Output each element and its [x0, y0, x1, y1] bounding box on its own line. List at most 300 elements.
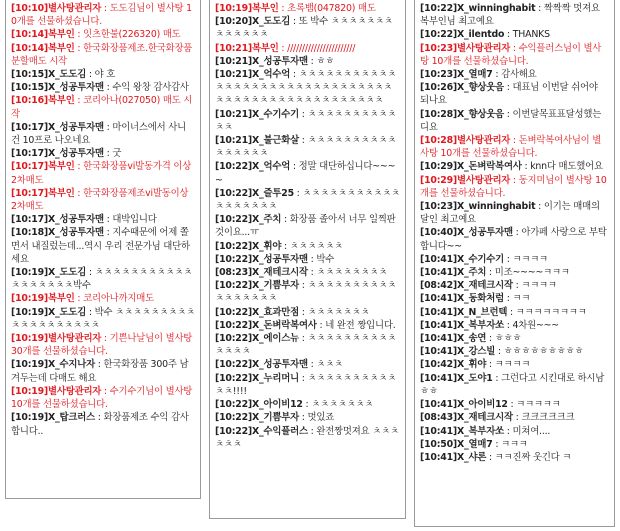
chat-message-user: X_성공투자맨: [48, 148, 104, 160]
chat-message-sender: [215, 373, 299, 384]
chat-message-user: X_탑크러스: [48, 412, 95, 424]
chat-message-system: [215, 42, 400, 55]
chat-message-user: X_불근화살: [252, 135, 299, 147]
chat-message: [420, 398, 609, 411]
chat-message-time: [10:41]: [420, 346, 458, 358]
chat-message-text: : THANKS: [504, 29, 550, 41]
chat-message-system: [11, 187, 195, 213]
chat-message-sender: [11, 161, 75, 172]
chat-message-sender: [420, 227, 513, 238]
chat-message: [420, 200, 609, 226]
chat-message: [420, 319, 609, 332]
chat-message: [420, 306, 609, 319]
chat-message: [420, 425, 609, 438]
chat-message-sender: [11, 333, 101, 344]
chat-message-text: : ㅊㅊㅊㅊㅊㅊㅊㅊㅊㅊㅊㅊㅊㅊ: [215, 333, 397, 358]
chat-message-text: : ㅋㅋㅋ: [492, 438, 528, 450]
chat-message-user: X_재테크시작: [457, 280, 513, 292]
chat-message-sender: [215, 16, 290, 27]
chat-message: [215, 411, 400, 424]
chat-message-user: X_도도김: [48, 267, 87, 279]
chat-message-text: : ㅋㅋㅋㅋㅋㅋㅋㅋ: [507, 306, 587, 318]
chat-message-user: X_동화처럼: [457, 293, 504, 305]
chat-message-time: [10:17]: [11, 121, 49, 133]
chat-message-sender: [215, 241, 281, 252]
chat-message: [420, 160, 609, 173]
chat-message: [215, 279, 400, 305]
chat-message-time: [10:22]: [215, 359, 253, 371]
chat-message: [215, 108, 400, 134]
chat-message-text: : ㅊㅊㅊ: [307, 359, 343, 371]
chat-message-text: : 지수때문에 어제 쫄면서 내질렀는데...역시 우리 전문가님 대단하세요: [11, 227, 190, 265]
chat-message-time: [10:41]: [420, 451, 458, 463]
chat-message-user: X_아이비12: [252, 399, 303, 411]
chat-message-user: X_열매7: [457, 69, 493, 81]
chat-message-user: X_강스빌: [457, 346, 496, 358]
chat-message-sender: [420, 43, 510, 54]
chat-message-text: : 마이너스에서 사니 건 10프로 나오네요: [11, 121, 186, 147]
chat-message-user: 복부인: [48, 95, 75, 107]
chat-message-time: [10:14]: [11, 29, 49, 41]
chat-message-user: X_N_브런텍: [457, 306, 508, 318]
chat-message-user: X_도도김: [252, 16, 291, 28]
chat-message: [420, 358, 609, 371]
chat-message-user: X_수익플러스: [252, 425, 308, 437]
chat-message-user: X_도도김: [48, 306, 87, 318]
chat-message: [420, 279, 609, 292]
chat-message-sender: [420, 109, 504, 120]
chat-message-user: X_수기수기: [457, 253, 504, 265]
chat-message-sender: [420, 267, 486, 278]
chat-message-time: [10:22]: [215, 187, 253, 199]
chat-message-user: 복부인: [48, 161, 75, 173]
chat-message-sender: [215, 280, 299, 291]
chat-message-text: : 이기는 매매의 달인 최고예요: [420, 201, 600, 226]
chat-message: [215, 68, 400, 108]
chat-message-sender: [420, 426, 504, 437]
chat-message-time: [10:22]: [420, 3, 458, 14]
chat-message-time: [10:50]: [420, 438, 458, 450]
chat-message-time: [10:10]: [11, 3, 49, 14]
chat-message-sender: [215, 333, 299, 344]
chat-message-user: 복부인: [252, 3, 279, 14]
chat-message-user: X_기쁨부자: [252, 412, 299, 424]
chat-message-user: X_열매7: [457, 438, 493, 450]
chat-message: [215, 253, 400, 266]
chat-message-sender: [11, 82, 104, 93]
chat-message-user: 별사탕관리자: [457, 135, 511, 147]
chat-message-sender: [215, 135, 299, 146]
chat-message-sender: [420, 201, 535, 212]
chat-message-time: [10:21]: [215, 69, 253, 81]
chat-message-time: [10:17]: [11, 187, 49, 199]
chat-message-user: X_돈벼락복여사: [252, 319, 317, 331]
chat-message-sender: [420, 175, 510, 186]
chat-message-time: [10:16]: [11, 95, 49, 107]
chat-message-text: : 화장품제조 수익 감사합니다..: [11, 412, 189, 437]
chat-message: [420, 108, 609, 134]
chat-message-system: [11, 160, 195, 186]
chat-message-sender: [11, 43, 75, 54]
chat-message-time: [10:42]: [420, 359, 458, 371]
chat-message: [11, 411, 195, 437]
chat-message: [420, 68, 609, 81]
chat-message-user: X_향상웃음: [457, 82, 504, 94]
chat-message-text: : 한국화장품 300주 남겨두는데 다매도 해요: [11, 359, 189, 384]
chat-message-text: : 굿: [103, 148, 122, 160]
chat-message-time: [10:19]: [11, 333, 49, 345]
chat-message-system: [11, 94, 195, 120]
chat-message-sender: [420, 359, 486, 370]
chat-message-sender: [11, 386, 101, 397]
chat-message-time: [10:41]: [420, 253, 458, 265]
chat-message: [215, 266, 400, 279]
chat-message: [420, 332, 609, 345]
chat-message-system: [11, 2, 195, 28]
chat-message-text: : 네 완전 짱입니다.: [316, 319, 396, 331]
chat-message-user: X_성공투자맨: [252, 359, 308, 371]
chat-message-sender: [215, 43, 279, 54]
chat-message-user: X_돈벼락복여사: [457, 161, 522, 173]
chat-message-text: : 완전짱멋져요 ㅊㅊㅊㅊㅊㅊ: [215, 425, 399, 450]
chat-message-text: : 감사해요: [492, 69, 537, 81]
chat-message-user: X_즐투25: [252, 187, 294, 199]
chat-message-sender: [215, 426, 308, 437]
chat-message-text: : 멋있죠: [298, 412, 335, 424]
chat-message-system: [11, 332, 195, 358]
chat-message-sender: [420, 3, 535, 14]
chat-message-text: : ㅊㅊㅊㅊㅊㅊㅊㅊㅊㅊㅊㅊ!!!!: [215, 372, 397, 397]
chat-message-user: 별사탕관리자: [457, 174, 511, 186]
chat-message: [215, 319, 400, 332]
chat-message-text: : ㅊㅊㅊㅊㅊㅊㅊㅊㅊㅊㅊㅊㅊㅊㅊㅊㅊㅊ박수: [11, 267, 193, 292]
chat-message-sender: [420, 333, 486, 344]
chat-message-time: [10:14]: [11, 42, 49, 54]
chat-message-time: [10:28]: [420, 108, 458, 120]
chat-message-time: [10:41]: [420, 399, 458, 411]
chat-message-user: X_성공투자맨: [48, 214, 104, 226]
chat-message-text: : 그런다고 시킨대로 하시남ㅎㅎ: [420, 372, 605, 397]
chat-message-system: [11, 42, 195, 68]
chat-message-text: : 박수 ㅊㅊㅊㅊㅊㅊㅊㅊㅊㅊㅊㅊㅊㅊㅊㅊㅊㅊㅊ: [11, 306, 195, 331]
chat-message-time: [10:22]: [215, 372, 253, 384]
chat-message-text: : 도도김님이 별사탕 10개를 선물하셨습니다.: [11, 3, 192, 28]
chat-message: [215, 15, 400, 41]
chat-message: [420, 266, 609, 279]
chat-message: [215, 213, 400, 239]
chat-message-system: [420, 174, 609, 200]
chat-message-sender: [420, 29, 504, 40]
chat-message-user: X_재테크시작: [457, 412, 513, 424]
chat-message-text: : ㅊㅊㅊㅊㅊㅊㅊ: [302, 399, 374, 411]
chat-message-time: [10:21]: [215, 42, 253, 54]
chat-message-user: X_ilentdo: [457, 29, 505, 41]
chat-message-text: : 이번달목표표달성했는디요: [420, 108, 602, 133]
chat-message-sender: [420, 346, 495, 357]
chat-message-sender: [420, 452, 486, 463]
chat-message-time: [10:19]: [11, 385, 49, 397]
chat-message-user: 복부인: [48, 42, 75, 54]
chat-message-user: 복부인: [48, 187, 75, 199]
chat-message: [11, 226, 195, 266]
chat-message-user: X_성공투자맨: [48, 121, 104, 133]
chat-message-time: [10:41]: [420, 372, 458, 384]
chat-message-sender: [215, 267, 308, 278]
chat-message-sender: [420, 320, 504, 331]
chat-message-text: : ㅊㅊㅊㅊㅊㅊㅊㅊㅊㅊㅊㅊㅊㅊㅊㅊㅊㅊㅊㅊㅊㅊㅊㅊㅊㅊㅊㅊㅊㅊㅊㅊㅊㅊㅊㅊㅊㅊㅊㅊㅊㅊㅊㅊㅊㅊㅊㅊㅊㅊ: [215, 69, 397, 107]
chat-message-time: [10:41]: [420, 425, 458, 437]
chat-message-user: X_복부자쏘: [457, 319, 504, 331]
chat-message-time: [10:19]: [11, 293, 49, 305]
chat-message: [420, 451, 609, 464]
chat-message-user: 별사탕관리자: [48, 3, 102, 14]
chat-message-user: X_winninghabit: [457, 3, 536, 14]
chat-message-sender: [420, 161, 522, 172]
chat-message-time: [10:22]: [215, 253, 253, 265]
chat-message-sender: [11, 188, 75, 199]
chat-message-time: [10:26]: [420, 82, 458, 94]
chat-message-user: X_성공투자맨: [252, 253, 308, 265]
chat-message-sender: [11, 293, 75, 304]
chat-message-text: : ///////////////////////: [278, 42, 356, 54]
chat-message-time: [10:23]: [420, 69, 458, 81]
chat-message-user: X_성공투자맨: [48, 227, 104, 239]
chat-message-sender: [11, 148, 104, 159]
chat-message-time: [10:17]: [11, 148, 49, 160]
chat-message-time: [10:28]: [420, 135, 458, 147]
chat-message-time: [10:40]: [420, 227, 458, 239]
chat-message-user: 별사탕관리자: [48, 385, 102, 397]
chat-message-time: [08:43]: [420, 412, 458, 424]
chat-message-user: X_억수억: [252, 161, 291, 173]
chat-message: [11, 68, 195, 81]
chat-message-text: : 코리아나까지매도: [74, 293, 154, 305]
chat-message-time: [08:23]: [215, 267, 253, 279]
chat-message: [11, 358, 195, 384]
chat-message-sender: [420, 307, 507, 318]
chat-message-text: : 4차원~~~: [503, 319, 559, 331]
chat-message-text: : ㅋㅋ진짜 웃긴다 ㅋ: [486, 451, 572, 463]
chat-message-text: : 짝짝짝 멋져요 복부인님 최고예요: [420, 3, 600, 28]
chat-message-text: : ㅋㅋ: [503, 293, 531, 305]
chat-message-sender: [215, 188, 294, 199]
chat-message-text: : 미조~~~~ㅋㅋㅋ: [486, 267, 570, 279]
chat-message-sender: [420, 412, 513, 423]
chat-message-system: [11, 292, 195, 305]
chat-message-time: [10:22]: [215, 399, 253, 411]
chat-message-text: : ㅊㅊㅊㅊㅊㅊㅊㅊㅊㅊㅊㅊㅊㅊㅊㅊ: [215, 135, 397, 160]
chat-message-time: [10:29]: [420, 161, 458, 173]
chat-message-sender: [11, 122, 104, 133]
chat-message-text: : 박수: [307, 253, 335, 265]
chat-message-system: [215, 2, 400, 15]
chat-message-sender: [215, 320, 317, 331]
chat-message-time: [10:41]: [420, 293, 458, 305]
chat-message: [420, 345, 609, 358]
chat-message-time: [10:21]: [215, 108, 253, 120]
chat-message-sender: [420, 82, 504, 93]
chat-log-panel-middle[interactable]: [209, 0, 406, 519]
chat-message-sender: [11, 359, 95, 370]
chat-message-time: [10:21]: [215, 55, 253, 67]
chat-message: [11, 81, 195, 94]
chat-message-text: : ㅊㅊㅊㅊㅊㅊㅊ: [298, 306, 370, 318]
chat-message-system: [420, 134, 609, 160]
chat-message-time: [10:23]: [420, 201, 458, 213]
chat-message-time: [10:20]: [215, 16, 253, 28]
chat-message-sender: [11, 267, 86, 278]
chat-message-text: : 기쁜나날님이 별사탕 30개를 선물하셨습니다.: [11, 333, 193, 358]
chat-message-time: [10:21]: [215, 135, 253, 147]
chat-message-time: [10:19]: [11, 412, 49, 424]
chat-message-sender: [11, 307, 86, 318]
chat-message-text: : 한국화장품vi발동가격 이상 2차매도: [11, 161, 192, 186]
chat-message-user: X_재테크시작: [252, 267, 308, 279]
chat-message-time: [10:22]: [215, 306, 253, 318]
chat-message-sender: [215, 359, 308, 370]
chat-message-time: [10:22]: [215, 333, 253, 345]
chat-message-text: : 초록뱀(047820) 매도: [278, 3, 376, 14]
chat-message-time: [10:22]: [215, 319, 253, 331]
chat-message-sender: [215, 214, 281, 225]
chat-message-user: X_억수억: [252, 69, 291, 81]
chat-message-text: : 동지미님이 별사탕 10개를 선물하셨습니다.: [420, 174, 607, 199]
chat-message: [215, 160, 400, 186]
chat-message-text: : ㅋㅋㅋㅋㅋ: [507, 399, 561, 411]
chat-message: [420, 411, 609, 424]
chat-message-user: X_성공투자맨: [252, 55, 308, 67]
chat-message-sender: [11, 95, 75, 106]
chat-message-user: X_휘야: [457, 359, 487, 371]
chat-log-panel-left[interactable]: [5, 0, 201, 499]
chat-message-user: X_송연: [457, 333, 487, 345]
chat-message-text: : 정말 대단하십니다~~~~: [215, 161, 396, 186]
chat-message-user: X_주치: [252, 214, 282, 226]
chat-message-text: : 아가페 사랑으로 부탁합니다~~: [420, 227, 607, 252]
chat-message-time: [10:29]: [420, 174, 458, 186]
chat-message-time: [10:41]: [420, 333, 458, 345]
chat-message: [420, 28, 609, 41]
chat-message-time: [10:22]: [215, 240, 253, 252]
chat-message: [11, 121, 195, 147]
chat-message-sender: [420, 293, 504, 304]
chat-message: [215, 358, 400, 371]
chat-message-sender: [420, 254, 504, 265]
chat-message-time: [10:22]: [215, 425, 253, 437]
chat-message-sender: [215, 307, 299, 318]
chat-message: [215, 332, 400, 358]
chat-message-text: : 또 박수 ㅊㅊㅊㅊㅊㅊㅊㅊㅊㅊㅊㅊㅊ: [215, 16, 393, 41]
chat-message-sender: [215, 69, 290, 80]
chat-message-text: : 대박입니다: [103, 214, 157, 226]
chat-message-text: : 크크크크크크: [512, 412, 575, 424]
chat-message-sender: [215, 412, 299, 423]
chat-message-text: : ㅎㅎㅎ: [486, 333, 522, 345]
chat-message-sender: [11, 227, 104, 238]
chat-message-time: [10:18]: [11, 227, 49, 239]
chat-message-sender: [11, 3, 101, 14]
chat-message-text: : 돈벼락복여사님이 별사탕 10개를 선물하셨습니다.: [420, 135, 602, 160]
chat-message-user: 별사탕관리자: [457, 42, 511, 54]
chat-message-text: : ㅎㅎㅎㅎㅎㅎㅎㅎㅎ: [495, 346, 584, 358]
chat-message-user: X_성공투자맨: [48, 82, 104, 94]
chat-message-user: X_복부자쏘: [457, 425, 504, 437]
chat-message-system: [11, 385, 195, 411]
chat-message-text: : 미쳐여....: [503, 425, 551, 437]
chat-message-user: X_winninghabit: [457, 201, 536, 213]
chat-message-sender: [420, 69, 493, 80]
chat-message-text: : ㅋㅋㅋㅋ: [512, 280, 557, 292]
chat-message-sender: [215, 399, 303, 410]
chat-message-user: X_향상웃음: [457, 108, 504, 120]
chat-message-time: [10:22]: [215, 214, 253, 226]
chat-message-text: : ㅊㅊㅊㅊㅊㅊㅊㅊ: [307, 267, 388, 279]
chat-message-user: X_도야1: [457, 372, 493, 384]
chat-message: [215, 240, 400, 253]
chat-message: [420, 292, 609, 305]
chat-message-sender: [215, 254, 308, 265]
chat-message-time: [08:42]: [420, 280, 458, 292]
chat-message-time: [10:22]: [215, 161, 253, 173]
chat-message: [215, 398, 400, 411]
chat-message-user: X_휘야: [252, 240, 282, 252]
chat-message-text: : ㅊㅊㅊㅊㅊㅊㅊㅊㅊㅊㅊㅊㅊㅊㅊㅊㅊ: [215, 280, 397, 305]
chat-message-time: [10:17]: [11, 214, 49, 226]
chat-message-system: [420, 42, 609, 68]
chat-message: [11, 306, 195, 332]
chat-message-user: X_효과만점: [252, 306, 299, 318]
chat-message-text: : ㅊㅊㅊㅊㅊㅊㅊㅊㅊㅊㅊㅊ: [215, 108, 397, 133]
chat-message-sender: [11, 214, 104, 225]
chat-message: [420, 2, 609, 28]
chat-message-user: X_에이스뉴: [252, 333, 299, 345]
chat-message-text: : ㅎㅎ: [307, 55, 335, 67]
chat-message: [215, 306, 400, 319]
chat-message: [11, 147, 195, 160]
chat-message-sender: [215, 161, 290, 172]
chat-message: [11, 213, 195, 226]
chat-message-sender: [11, 29, 75, 40]
chat-message-text: : ㅋㅋㅋㅋ: [486, 359, 531, 371]
chat-message-text: : ㅊㅊㅊㅊㅊㅊㅊㅊㅊㅊㅊㅊㅊㅊㅊㅊㅊㅊ: [215, 187, 400, 213]
chat-message-text: : 화장품 졸아서 너무 일찍판것이요...ㅠ: [215, 214, 396, 239]
chat-message-text: : 한국화장품제조.한국화장품 분할매도 시작: [11, 42, 193, 67]
chat-message: [420, 253, 609, 266]
chat-message-system: [11, 28, 195, 41]
chat-message-time: [10:41]: [420, 306, 458, 318]
chat-message-text: : ㅊㅊㅊㅊㅊㅊ: [281, 240, 343, 252]
chat-message-text: : knn다 매도했어요: [521, 161, 603, 173]
chat-message-text: : 잇츠한불(226320) 매도: [74, 29, 181, 41]
chat-message-sender: [420, 439, 493, 450]
chat-message: [215, 425, 400, 451]
chat-message: [215, 187, 400, 213]
chat-message-user: X_주치: [457, 267, 487, 279]
chat-message: [215, 372, 400, 398]
chat-message-text: : 한국화장품제조vi발동이상 2차매도: [11, 187, 189, 213]
chat-message-sender: [215, 3, 279, 14]
chat-log-panel-right[interactable]: [414, 0, 615, 527]
chat-message-time: [10:19]: [11, 359, 49, 371]
chat-message-sender: [215, 56, 308, 67]
chat-message-time: [10:22]: [420, 29, 458, 41]
chat-message-user: 복부인: [48, 293, 75, 305]
chat-message: [215, 134, 400, 160]
chat-message-user: X_성공투자맨: [457, 227, 513, 239]
chat-message-sender: [420, 399, 508, 410]
chat-message-user: X_누리머니: [252, 372, 299, 384]
chat-message-text: : ㅋㅋㅋㅋ: [503, 253, 548, 265]
